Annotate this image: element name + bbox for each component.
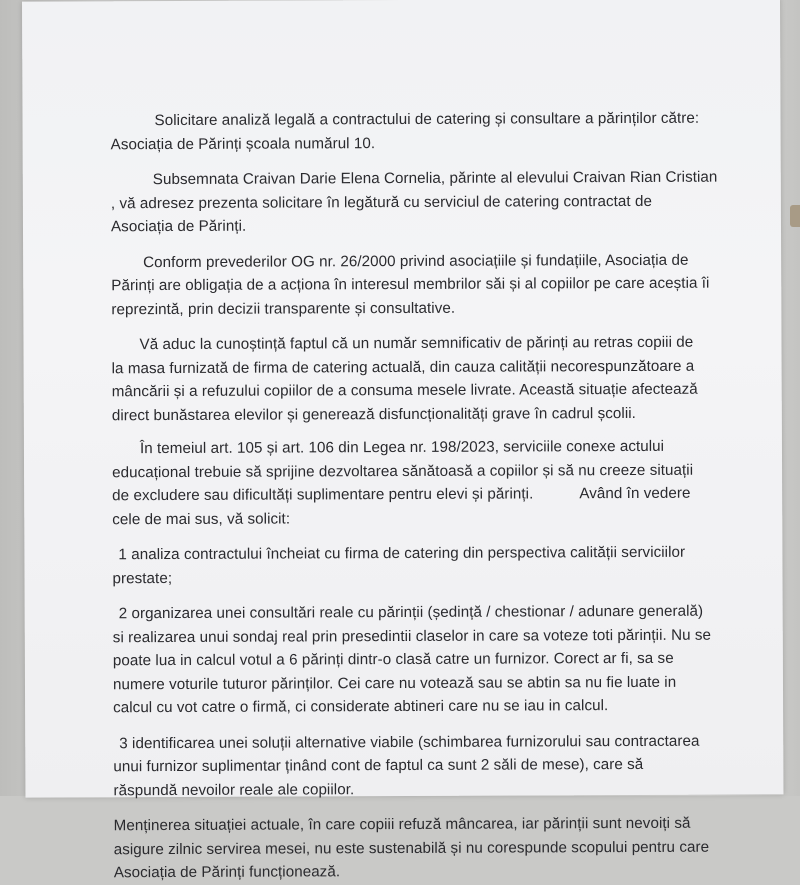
paragraph-text: de excludere sau dificultăți suplimentare pentru elevi și părinți. <box>112 485 534 505</box>
paragraph-situation <box>111 331 741 428</box>
request-item-1 <box>112 541 742 591</box>
paper-sheet <box>22 0 783 882</box>
title-line-1: Solicitare analiză legală a contractului de catering și consultare a părinților către: <box>154 109 700 130</box>
background-object <box>790 205 800 227</box>
paragraph-line: În temeiul art. 105 și art. 106 din Legea nr. 198/2023, serviciile conexe actului <box>139 437 665 458</box>
paragraph-line: mâncării și a refuzului copiilor de a consuma mesele livrate. Această situație afectează <box>111 380 698 401</box>
list-item-line: poate lua in calcul votul a 6 părinți dintr-o clasă catre un furnizor. Corect ar fi, sa se <box>112 649 674 670</box>
list-item-line: prestate; <box>112 569 173 587</box>
paragraph-line: Asociația de Părinți. <box>110 217 247 236</box>
list-item-line: 3 identificarea unei soluții alternative viabile (schimbarea furnizorului sau contractarea <box>119 732 700 752</box>
paragraph-line: la masa furnizată de firma de catering actuală, din cauza calității necorespunzătoare a <box>111 357 695 377</box>
list-item-line: si realizarea unui sondaj real prin presedintii claselor in care sa voteze toti părinții. Nu se <box>112 626 712 646</box>
paragraph-intro <box>111 166 741 239</box>
paragraph-line: Subsemnata Craivan Darie Elena Cornelia, părinte al elevului Craivan Rian Cristian <box>152 168 718 189</box>
list-item-line: 2 organizarea unei consultări reale cu părinții (ședință / chestionar / adunare generală) <box>118 602 704 623</box>
paragraph-closing <box>114 812 744 885</box>
list-item-line: numere voturile tuturor părinților. Cei care nu votează sau se abtin sa nu fie luate in <box>112 673 677 693</box>
paragraph-line: direct bunăstarea elevilor și generează disfuncționalități grave în cadrul școlii. <box>111 404 636 424</box>
paragraph-line: reprezintă, prin decizii transparente și consultative. <box>111 299 456 318</box>
paragraph-line: , vă adresez prezenta solicitare în legătură cu serviciul de catering contractat de <box>110 192 652 212</box>
paragraph-line: Asociația de Părinți funcționează. <box>113 863 341 882</box>
paragraph-line: Conform prevederilor OG nr. 26/2000 privind asociațiile și fundațiile, Asociația de <box>143 251 689 271</box>
letter-body <box>110 107 743 885</box>
paragraph-text: Având în vedere <box>579 484 691 503</box>
list-item-line: calcul cu vot catre o firmă, ci considerate abtineri care nu se iau in calcul. <box>113 697 609 717</box>
paragraph-line: Părinți are obligația de a acționa în interesul membrilor săi și al copiilor pe care aceștia îi <box>111 274 710 295</box>
paragraph-request <box>112 435 742 532</box>
paragraph-legal-basis <box>111 248 741 321</box>
list-item-line: răspundă nevoilor reale ale copiilor. <box>113 780 355 799</box>
list-item-line: unui furnizor suplimentar ținând cont de faptul ca sunt 2 săli de mese), care să <box>113 755 644 776</box>
request-item-2 <box>113 600 744 720</box>
list-item-line: 1 analiza contractului încheiat cu firma de catering din perspectiva calității serviciilor <box>118 543 686 564</box>
paragraph-line: Menținerea situației actuale, în care copiii refuză mâncarea, iar părinții sunt nevoiți să <box>113 814 691 835</box>
request-item-3 <box>113 729 743 802</box>
paragraph-line: cele de mai sus, vă solicit: <box>112 509 291 528</box>
paragraph-line: Vă aduc la cunoștință faptul că un număr semnificativ de părinți au retras copiii de <box>139 333 694 354</box>
paragraph-line: asigure zilnic servirea mesei, nu este sustenabilă și nu corespunde scopului pentru care <box>113 838 710 858</box>
paragraph-line: educațional trebuie să sprijine dezvoltarea sănătoasă a copiilor și să nu creeze situații <box>112 461 694 481</box>
title-line-2: Asociația de Părinți școala numărul 10. <box>110 134 376 153</box>
paragraph-line <box>112 482 742 508</box>
